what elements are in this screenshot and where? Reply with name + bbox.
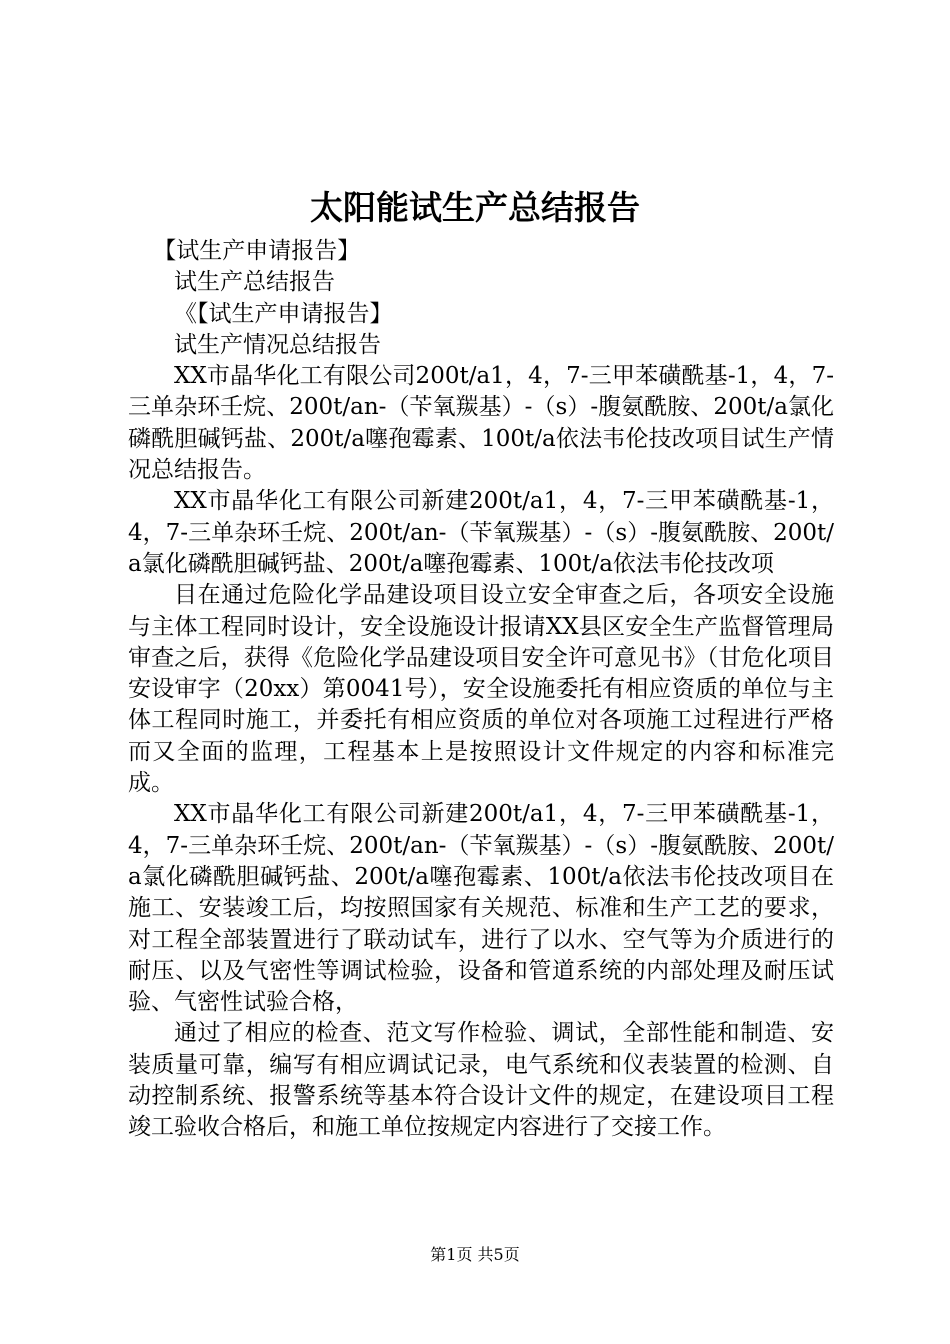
- paragraph-5: 通过了相应的检查、范文写作检验、调试，全部性能和制造、安装质量可靠，编写有相应调试记录，电气系统和仪表装置的检测、自动控制系统、报警系统等基本符合设计文件的规定，在建设项目工程竣工验收合格后，和施工单位按规定内容进行了交接工作。: [128, 1020, 834, 1141]
- paragraph-4: XX市晶华化工有限公司新建200t/a1，4，7-三甲苯磺酰基-1，4，7-三单杂环壬烷、200t/an-（苄氧羰基）-（s）-腹氨酰胺、200t/a氯化磷酰胆碱钙盐、200t/a噻孢霉素、100t/a依法韦伦技改项目在施工、安装竣工后，均按照国家有关规范、标准和生产工艺的要求，对工程全部装置进行了联动试车，进行了以水、空气等为介质进行的耐压、以及气密性等调试检验，设备和管道系统的内部处理及耐压试验、气密性试验合格，: [128, 801, 834, 1016]
- heading-application-report: 【试生产申请报告】: [153, 238, 361, 264]
- heading-summary-report: 试生产总结报告: [174, 269, 335, 296]
- page-footer: 第1页 共5页: [430, 1245, 520, 1264]
- heading-application-report-quoted: 《【试生产申请报告】: [174, 300, 393, 327]
- paragraph-3: 目在通过危险化学品建设项目设立安全审查之后，各项安全设施与主体工程同时设计，安全设施设计报请XX县区安全生产监督管理局审查之后，获得《危险化学品建设项目安全许可意见书》（甘危化项目安设审字（20xx）第0041号），安全设施委托有相应资质的单位与主体工程同时施工，并委托有相应资质的单位对各项施工过程进行严格而又全面的监理，工程基本上是按照设计文件规定的内容和标准完成。: [128, 582, 834, 797]
- document-body: [128, 236, 834, 1144]
- paragraph-2: XX市晶华化工有限公司新建200t/a1，4，7-三甲苯磺酰基-1，4，7-三单杂环壬烷、200t/an-（苄氧羰基）-（s）-腹氨酰胺、200t/a氯化磷酰胆碱钙盐、200t/a噻孢霉素、100t/a依法韦伦技改项: [128, 488, 834, 577]
- paragraph-1: XX市晶华化工有限公司200t/a1，4，7-三甲苯磺酰基-1，4，7-三单杂环壬烷、200t/an-（苄氧羰基）-（s）-腹氨酰胺、200t/a氯化磷酰胆碱钙盐、200t/a噻孢霉素、100t/a依法韦伦技改项目试生产情况总结报告。: [128, 363, 834, 484]
- document-title: 太阳能试生产总结报告: [310, 188, 640, 227]
- heading-situation-summary: 试生产情况总结报告: [174, 331, 381, 358]
